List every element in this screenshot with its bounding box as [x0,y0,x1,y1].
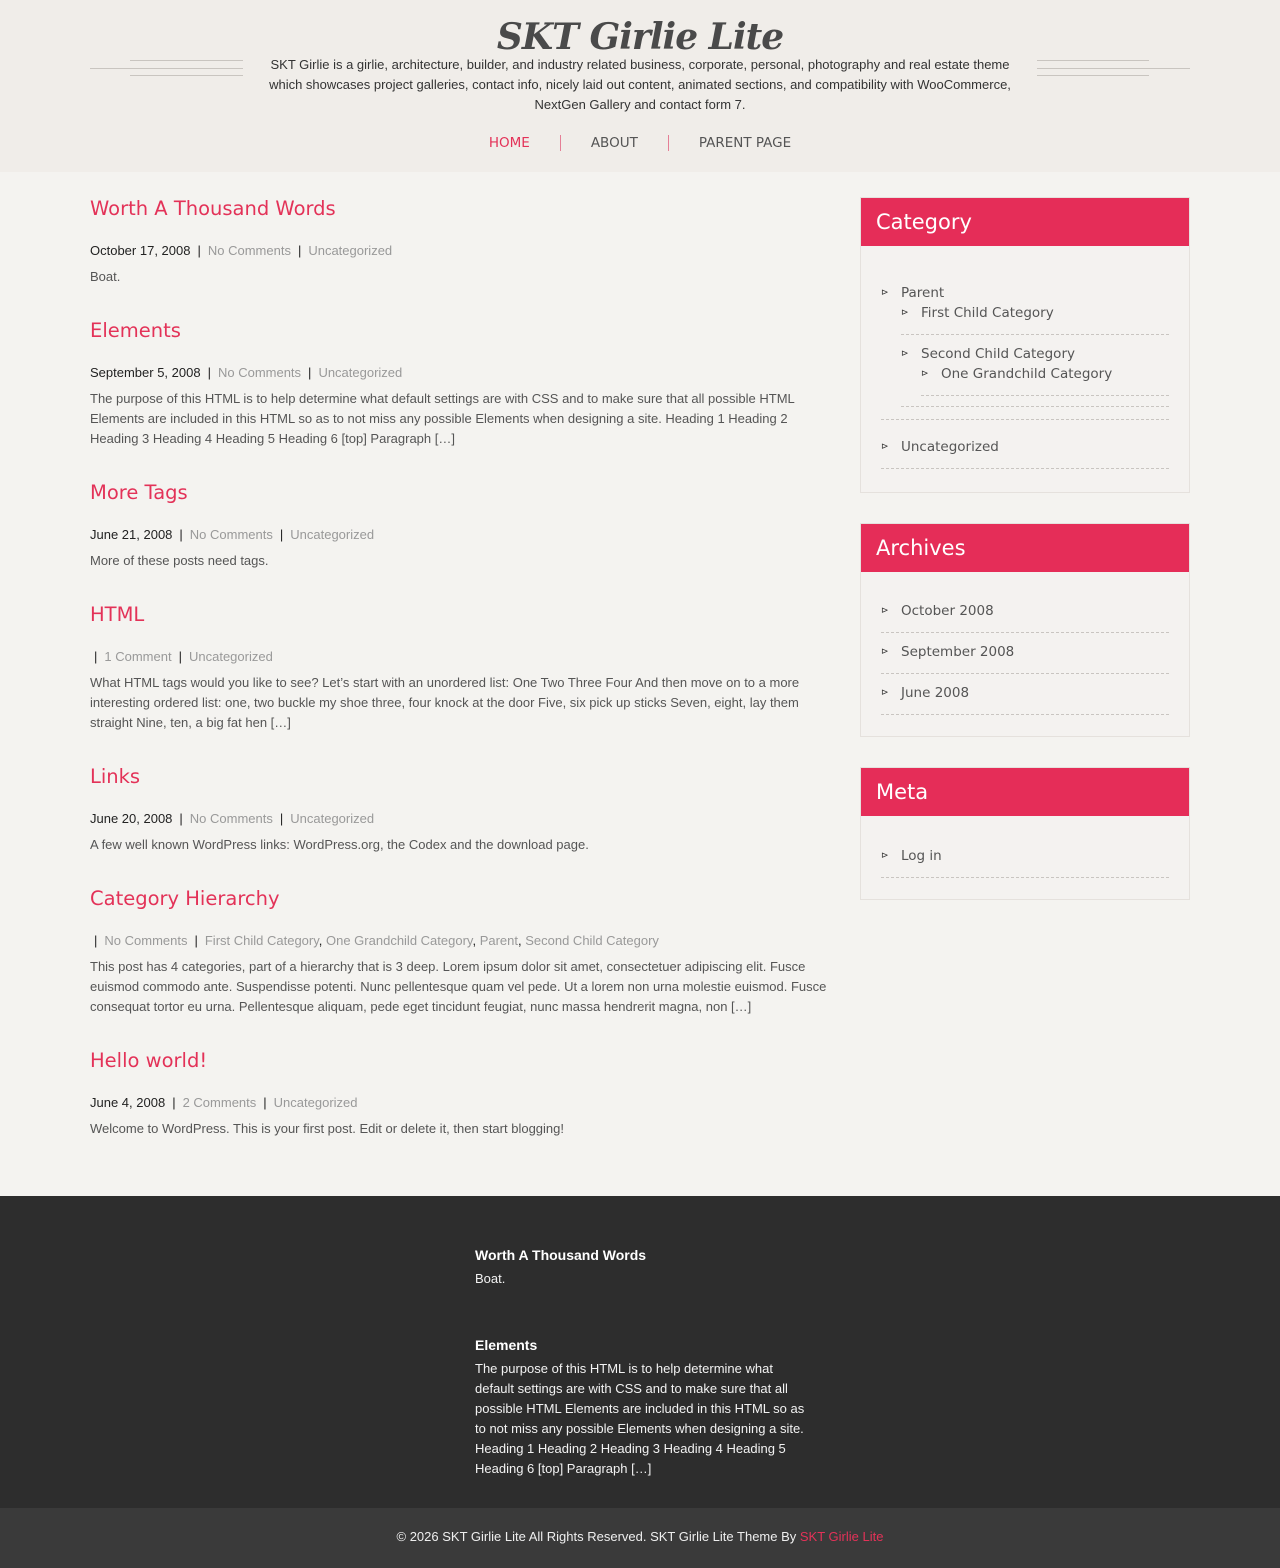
widget-meta [860,767,1190,900]
post-meta [90,242,830,260]
post-excerpt: Boat. [90,269,121,284]
post-meta [90,648,830,666]
widget-title: Archives [861,524,1189,572]
post [90,481,830,571]
widget-title: Meta [861,768,1189,816]
post-excerpt: More of these posts need tags. [90,553,269,568]
post-title[interactable]: Worth A Thousand Words [90,197,336,220]
post-comments-link[interactable]: No Comments [189,527,273,542]
archive-item[interactable] [881,633,1169,674]
category-item-second-child[interactable] [901,335,1169,362]
chevron-right-icon: ⊳ [901,348,909,358]
meta-separator: | [297,243,302,258]
chevron-right-icon: ⊳ [881,850,889,860]
copyright-bar [0,1508,1280,1568]
post [90,197,830,287]
post-meta [90,364,830,382]
post-excerpt: The purpose of this HTML is to help determine what default settings are with CSS and to make sure that all possible HTML Elements are included in this HTML so as to not miss any possible Elements when designing a site. Heading 1 Heading 2 Heading 3 Heading 4 Heading 5 Heading 6 [top] Paragraph […] [90,391,795,446]
chevron-right-icon: ⊳ [881,646,889,656]
category-subgroup-divider [901,396,1169,407]
archive-label: September 2008 [901,644,1015,660]
post [90,1049,830,1139]
post-category-link[interactable]: Uncategorized [308,243,393,258]
post-title[interactable]: Links [90,765,141,788]
copyright-text: © 2026 SKT Girlie Lite All Rights Reserved. SKT Girlie Lite Theme By [396,1529,797,1544]
post-category-link[interactable]: Uncategorized [318,365,403,380]
category-comma: , [472,933,480,948]
post-excerpt: What HTML tags would you like to see? Let’s start with an unordered list: One Two Three Four And then move on to a more interesting ordered list: one, two buckle my shoe three, four knock at the door Five, six pick up sticks Seven, eight, lay them straight Nine, ten, a big fat hen […] [90,675,800,730]
post-comments-link[interactable]: No Comments [207,243,291,258]
nav-item-about[interactable]: ABOUT [590,135,638,151]
chevron-right-icon: ⊳ [881,287,889,297]
widget-archives [860,523,1190,737]
footer-post-text: Boat. [475,1271,506,1286]
post-category-link[interactable]: Parent [479,933,518,948]
meta-separator: | [94,933,98,948]
post [90,319,830,449]
category-item-uncategorized[interactable] [881,428,1169,469]
post-date: June 4, 2008 [90,1095,166,1110]
post-title[interactable]: More Tags [90,481,188,504]
post-title[interactable]: Category Hierarchy [90,887,280,910]
category-label: Uncategorized [901,439,999,455]
widget-category [860,197,1190,493]
site-footer [0,1196,1280,1508]
archive-label: October 2008 [901,603,994,619]
post-category-link[interactable]: Uncategorized [290,811,375,826]
nav-item-parent-page[interactable]: PARENT PAGE [698,135,792,151]
meta-separator: | [178,649,182,664]
post-excerpt: This post has 4 categories, part of a hierarchy that is 3 deep. Lorem ipsum dolor sit amet, consectetuer adipiscing elit. Fusce euismod commodo ante. Suspendisse potenti. Nunc pellentesque quam vel pede. Ut a lorem non urna molestie euismod. Fusce consequat tortor eu urna. Pellentesque aliquam, pede eget tincidunt feugiat, nunc massa hendrerit magna, non […] [90,959,827,1014]
post [90,765,830,855]
meta-separator: | [197,243,201,258]
meta-separator: | [194,933,198,948]
archive-item[interactable] [881,592,1169,633]
site-tagline: SKT Girlie is a girlie, architecture, builder, and industry related business, corporate, personal, photography and real estate theme which showcases project galleries, contact info, nicely laid out content, animated sections, and compatibility with WooCommerce, NextGen Gallery and contact form 7. [269,57,1011,112]
post-category-link[interactable]: First Child Category [204,933,319,948]
post-comments-link[interactable]: No Comments [189,811,273,826]
post-meta [90,810,830,828]
meta-separator: | [179,811,183,826]
archive-item[interactable] [881,674,1169,715]
post-meta [90,932,830,950]
post-comments-link[interactable]: No Comments [104,933,188,948]
post-date: June 20, 2008 [90,811,173,826]
chevron-right-icon: ⊳ [921,368,929,378]
category-group-divider [881,407,1169,420]
post-category-link[interactable]: Uncategorized [188,649,273,664]
post-comments-link[interactable]: 2 Comments [182,1095,257,1110]
category-label: Second Child Category [921,346,1075,362]
footer-post [475,1246,815,1289]
meta-label: Log in [901,848,942,864]
meta-separator: | [279,811,284,826]
meta-separator: | [172,1095,176,1110]
footer-post [475,1336,810,1479]
post-category-link[interactable]: One Grandchild Category [326,933,473,948]
category-item-first-child[interactable] [901,294,1169,335]
post [90,603,830,733]
meta-separator: | [263,1095,267,1110]
post-comments-link[interactable]: 1 Comment [104,649,172,664]
site-title[interactable]: SKT Girlie Lite [496,16,784,58]
category-item-grandchild[interactable] [921,355,1169,396]
meta-item-login[interactable] [881,837,1169,878]
site-header [0,0,1280,172]
meta-separator: | [279,527,284,542]
copyright-theme-link[interactable]: SKT Girlie Lite [799,1529,884,1544]
meta-separator: | [207,365,211,380]
footer-post-title[interactable]: Worth A Thousand Words [475,1247,647,1263]
category-comma: , [318,933,326,948]
post [90,887,830,1017]
post-excerpt: A few well known WordPress links: WordPress.org, the Codex and the download page. [90,837,589,852]
meta-separator: | [308,365,312,380]
post-category-link[interactable]: Uncategorized [290,527,375,542]
post-title[interactable]: Elements [90,319,181,342]
chevron-right-icon: ⊳ [881,441,889,451]
post-meta [90,1094,830,1112]
main-nav [0,133,1280,153]
meta-separator: | [94,649,98,664]
footer-post-title[interactable]: Elements [475,1337,538,1353]
post-date: September 5, 2008 [90,365,201,380]
post-date: June 21, 2008 [90,527,173,542]
category-label: First Child Category [921,305,1054,321]
category-label: Parent [901,285,945,301]
post-category-link[interactable]: Second Child Category [525,933,659,948]
post-excerpt: Welcome to WordPress. This is your first post. Edit or delete it, then start blogging! [90,1121,564,1136]
nav-item-home[interactable]: HOME [488,135,530,151]
meta-separator: | [179,527,183,542]
category-item-parent[interactable] [881,274,1169,301]
footer-post-text: The purpose of this HTML is to help determine what default settings are with CSS and to make sure that all possible HTML Elements are included in this HTML so as to not miss any possible Elements when designing a site. Heading 1 Heading 2 Heading 3 Heading 4 Heading 5 Heading 6 [top] Paragraph […] [475,1361,805,1476]
chevron-right-icon: ⊳ [881,687,889,697]
chevron-right-icon: ⊳ [881,605,889,615]
post-meta [90,526,830,544]
post-category-link[interactable]: Uncategorized [273,1095,358,1110]
widget-title: Category [861,198,1189,246]
archive-label: June 2008 [901,685,970,701]
post-comments-link[interactable]: No Comments [217,365,302,380]
category-label: One Grandchild Category [941,366,1113,382]
post-title[interactable]: HTML [90,603,145,626]
category-comma: , [518,933,526,948]
main-content [0,172,1280,1196]
chevron-right-icon: ⊳ [901,307,909,317]
post-date: October 17, 2008 [90,243,191,258]
post-title[interactable]: Hello world! [90,1049,208,1072]
